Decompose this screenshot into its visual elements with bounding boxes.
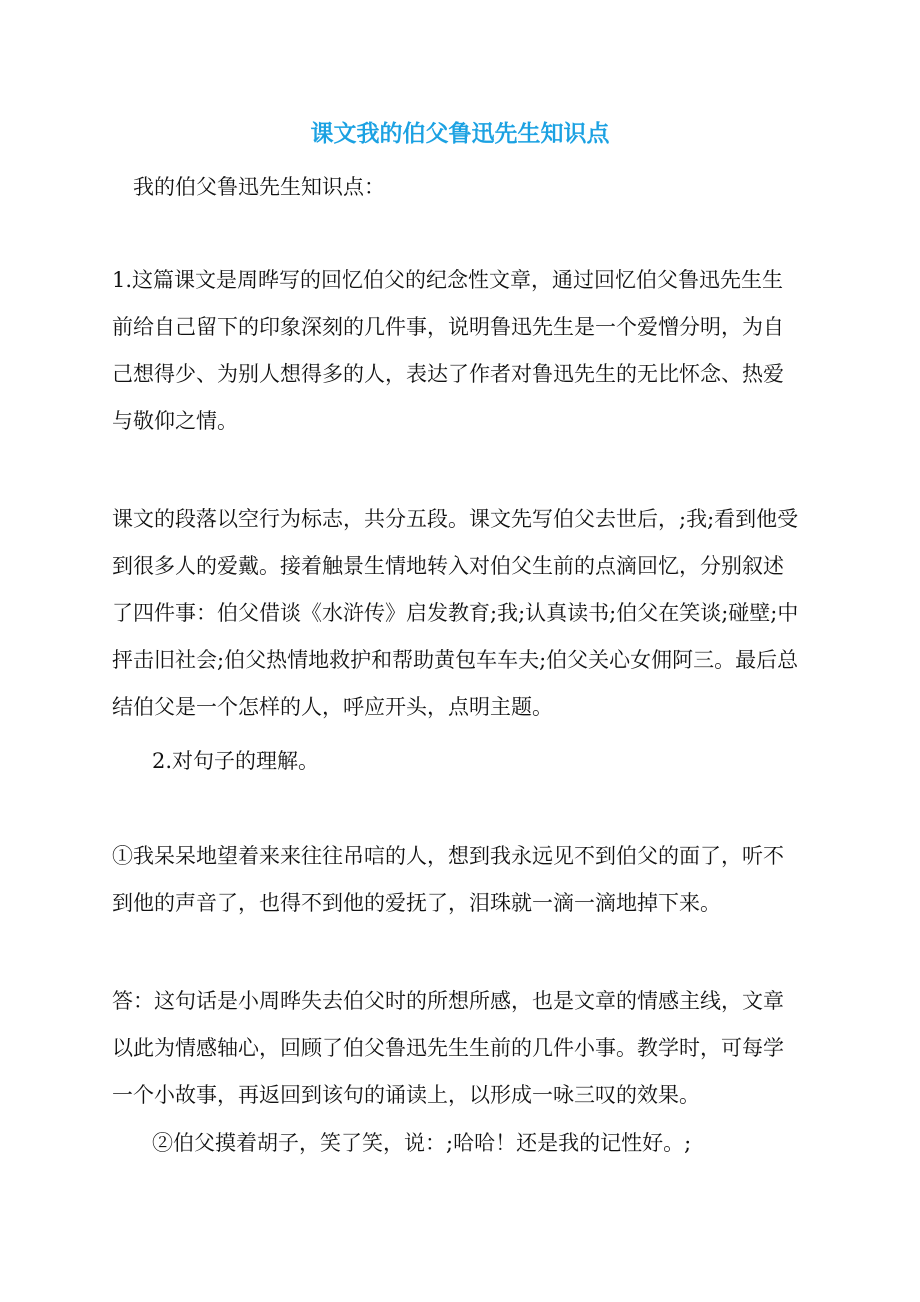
point-2-heading: 2.对句子的理解。 xyxy=(152,749,320,773)
sentence-1-paragraph: ①我呆呆地望着来来往往吊唁的人，想到我永远见不到伯父的面了，听不到他的声音了，也得不到他的爱抚了，泪珠就一滴一滴地掉下来。 xyxy=(112,844,784,915)
point-1-paragraph: 1.这篇课文是周晔写的回忆伯父的纪念性文章，通过回忆伯父鲁迅先生生前给自己留下的印象深刻的几件事，说明鲁迅先生是一个爱憎分明，为自己想得少、为别人想得多的人，表达了作者对鲁迅先生的无比怀念、热爱与敬仰之情。 xyxy=(112,268,784,433)
answer-paragraph: 答：这句话是小周晔失去伯父时的所想所感，也是文章的情感主线，文章以此为情感轴心，回顾了伯父鲁迅先生生前的几件小事。教学时，可每学一个小故事，再返回到该句的诵读上，以形成一咏三叹的效果。 xyxy=(112,989,784,1107)
structure-paragraph: 课文的段落以空行为标志，共分五段。课文先写伯父去世后，;我;看到他受到很多人的爱戴。接着触景生情地转入对伯父生前的点滴回忆，分别叙述了四件事：伯父借谈《水浒传》启发教育;我;认真读书;伯父在笑谈;碰壁;中抨击旧社会;伯父热情地救护和帮助黄包车车夫;伯父关心女佣阿三。最后总结伯父是一个怎样的人，呼应开头，点明主题。 xyxy=(112,507,799,719)
sentence-2-paragraph: ②伯父摸着胡子，笑了笑，说：;哈哈！还是我的记性好。; xyxy=(152,1131,692,1155)
intro-paragraph: 我的伯父鲁迅先生知识点： xyxy=(133,175,385,199)
document-title: 课文我的伯父鲁迅先生知识点 xyxy=(310,121,610,147)
